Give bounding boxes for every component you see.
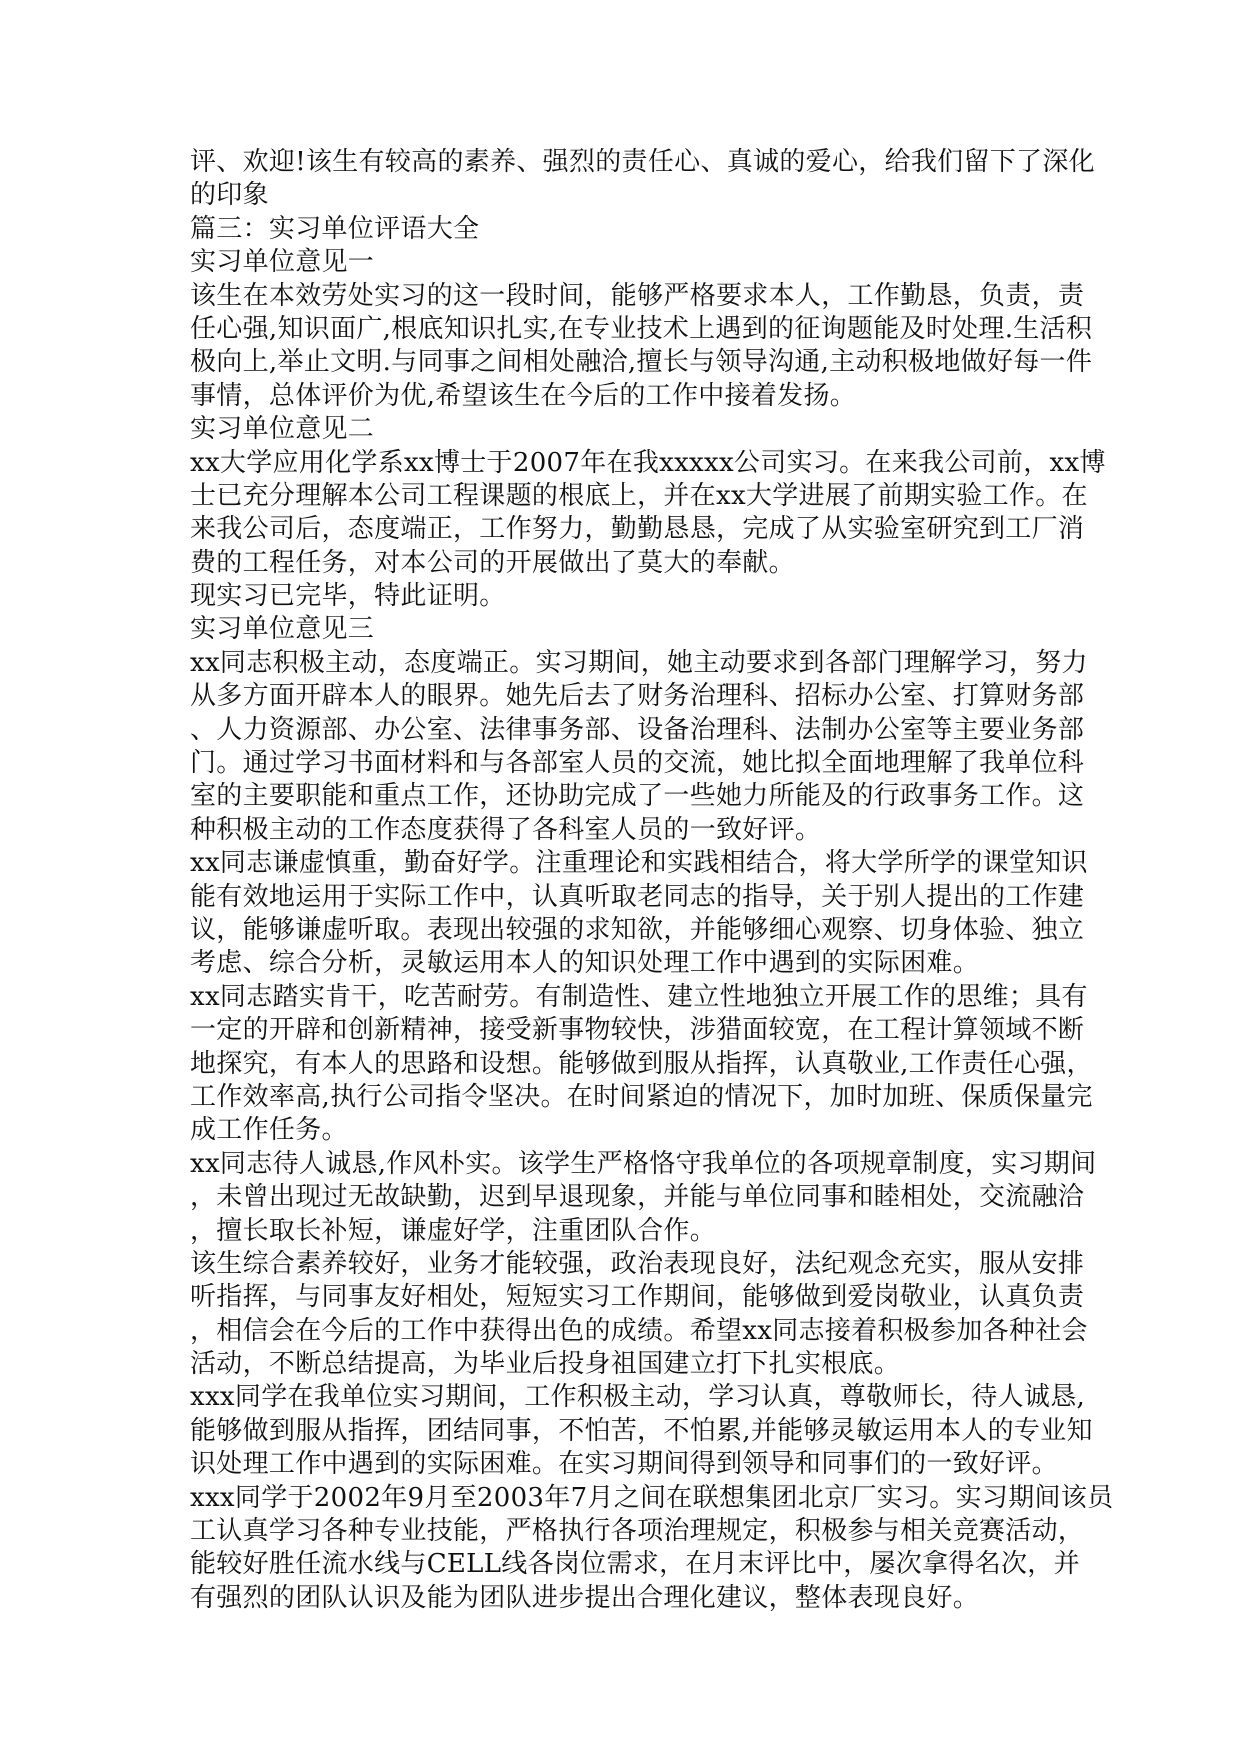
text-line: xx同志待人诚恳,作风朴实。该学生严格恪守我单位的各项规章制度，实习期间	[190, 1148, 1097, 1179]
text-line: xxx同学在我单位实习期间，工作积极主动，学习认真，尊敬师长，待人诚恳,	[190, 1382, 1086, 1413]
text-line: xxx同学于2002年9月至2003年7月之间在联想集团北京厂实习。实习期间该员	[190, 1482, 1114, 1513]
subsection-heading: 实习单位意见二	[190, 414, 375, 445]
text-line: 、人力资源部、办公室、法律事务部、设备治理科、法制办公室等主要业务部	[190, 714, 1085, 745]
text-line: 该生综合素养较好，业务才能较强，政治表现良好，法纪观念充实，服从安排	[190, 1248, 1085, 1279]
text-line: 能较好胜任流水线与CELL线各岗位需求，在月末评比中，屡次拿得名次，并	[190, 1549, 1080, 1580]
text-line: 费的工程任务，对本公司的开展做出了莫大的奉献。	[190, 547, 795, 578]
text-line: 成工作任务。	[190, 1115, 348, 1146]
text-line: 任心强,知识面广,根底知识扎实,在专业技术上遇到的征询题能及时处理.生活积	[190, 313, 1093, 344]
section-heading: 篇三：实习单位评语大全	[190, 213, 480, 244]
text-line: 有强烈的团队认识及能为团队进步提出合理化建议，整体表现良好。	[190, 1582, 980, 1613]
text-line: 从多方面开辟本人的眼界。她先后去了财务治理科、招标办公室、打算财务部	[190, 681, 1085, 712]
text-line: 来我公司后，态度端正，工作努力，勤勤恳恳，完成了从实验室研究到工厂消	[190, 514, 1085, 545]
subsection-heading: 实习单位意见一	[190, 247, 375, 278]
text-line: 工认真学习各种专业技能，严格执行各项治理规定，积极参与相关竞赛活动，	[190, 1516, 1085, 1547]
text-line: 现实习已完毕，特此证明。	[190, 581, 506, 612]
text-line: 一定的开辟和创新精神，接受新事物较快，涉猎面较宽，在工程计算领域不断	[190, 1015, 1085, 1046]
text-line: 听指挥，与同事友好相处，短短实习工作期间，能够做到爱岗敬业，认真负责	[190, 1282, 1085, 1313]
text-line: 极向上,举止文明.与同事之间相处融洽,擅长与领导沟通,主动积极地做好每一件	[190, 347, 1093, 378]
subsection-heading: 实习单位意见三	[190, 614, 375, 645]
text-line: ，相信会在今后的工作中获得出色的成绩。希望xx同志接着积极参加各种社会	[190, 1315, 1088, 1346]
text-line: xx同志踏实肯干，吃苦耐劳。有制造性、建立性地独立开展工作的思维；具有	[190, 981, 1088, 1012]
text-line: ，擅长取长补短，谦虚好学，注重团队合作。	[190, 1215, 717, 1246]
text-line: 工作效率高,执行公司指令坚决。在时间紧迫的情况下，加时加班、保质保量完	[190, 1081, 1093, 1112]
text-line: 考虑、综合分析，灵敏运用本人的知识处理工作中遇到的实际困难。	[190, 948, 980, 979]
text-line: 室的主要职能和重点工作，还协助完成了一些她力所能及的行政事务工作。这	[190, 781, 1085, 812]
document-body	[190, 146, 1114, 1615]
text-line: 地探究，有本人的思路和设想。能够做到服从指挥，认真敬业,工作责任心强，	[190, 1048, 1093, 1079]
text-line: 事情，总体评价为优,希望该生在今后的工作中接着发扬。	[190, 380, 857, 411]
text-line: 活动，不断总结提高，为毕业后投身祖国建立打下扎实根底。	[190, 1349, 901, 1380]
text-line: 识处理工作中遇到的实际困难。在实习期间得到领导和同事们的一致好评。	[190, 1449, 1058, 1480]
text-line: 能有效地运用于实际工作中，认真听取老同志的指导，关于别人提出的工作建	[190, 881, 1085, 912]
text-line: xx同志谦虚慎重，勤奋好学。注重理论和实践相结合，将大学所学的课堂知识	[190, 848, 1088, 879]
text-line: 该生在本效劳处实习的这一段时间，能够严格要求本人，工作勤恳，负责，责	[190, 280, 1085, 311]
text-line: 议，能够谦虚听取。表现出较强的求知欲，并能够细心观察、切身体验、独立	[190, 914, 1085, 945]
text-line: 种积极主动的工作态度获得了各科室人员的一致好评。	[190, 814, 822, 845]
text-line: xx大学应用化学系xx博士于2007年在我xxxxx公司实习。在来我公司前，xx博	[190, 447, 1106, 478]
text-line: 能够做到服从指挥，团结同事，不怕苦，不怕累,并能够灵敏运用本人的专业知	[190, 1415, 1093, 1446]
text-line: xx同志积极主动，态度端正。实习期间，她主动要求到各部门理解学习，努力	[190, 647, 1088, 678]
text-line: 的印象	[190, 180, 269, 211]
text-line: ，未曾出现过无故缺勤，迟到早退现象，并能与单位同事和睦相处，交流融洽	[190, 1182, 1085, 1213]
text-line: 士已充分理解本公司工程课题的根底上，并在xx大学进展了前期实验工作。在	[190, 480, 1088, 511]
text-line: 门。通过学习书面材料和与各部室人员的交流，她比拟全面地理解了我单位科	[190, 748, 1085, 779]
text-line: 评、欢迎!该生有较高的素养、强烈的责任心、真诚的爱心，给我们留下了深化	[190, 147, 1095, 177]
